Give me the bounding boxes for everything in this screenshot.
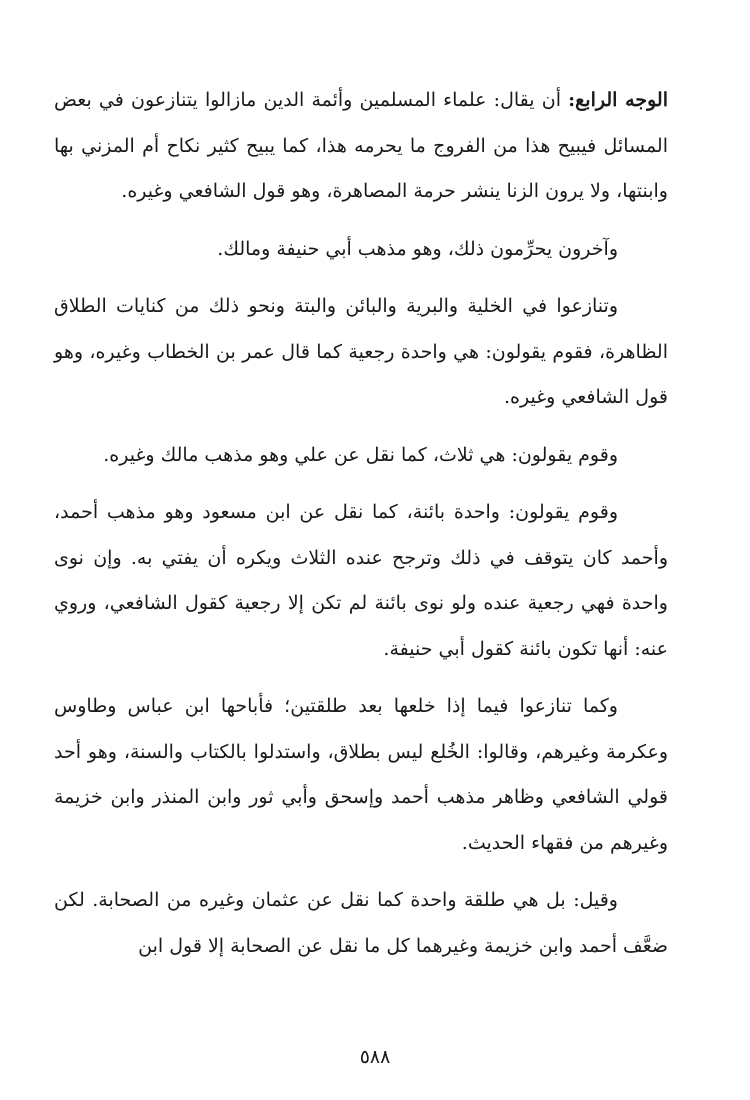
- paragraph-lead: الوجه الرابع:: [568, 89, 668, 111]
- paragraph-text: وقوم يقولون: هي ثلاث، كما نقل عن علي وهو مذهب مالك وغيره.: [103, 443, 618, 466]
- paragraph-text: وتنازعوا في الخلية والبرية والبائن والبتة ونحو ذلك من كنايات الطلاق الظاهرة، فقوم يقولون: هي واحدة رجعية كما قال عمر بن الخطاب وغيره، وهو قول الشافعي وغيره.: [54, 295, 668, 408]
- paragraph-3: [54, 284, 668, 421]
- paragraph-5: [54, 490, 668, 672]
- paragraph-text: وقوم يقولون: واحدة بائنة، كما نقل عن ابن مسعود وهو مذهب أحمد، وأحمد كان يتوقف في ذلك وترجح عنده الثلاث ويكره أن يفتي به. وإن نوى واحدة فهي رجعية عنده ولو نوى بائنة لم تكن إلا رجعية كقول الشافعي، وروي عنه: أنها تكون بائنة كقول أبي حنيفة.: [54, 501, 668, 660]
- page-number: ٥٨٨: [359, 1046, 391, 1068]
- body-text: [54, 78, 668, 969]
- paragraph-text: أن يقال: علماء المسلمين وأئمة الدين مازالوا يتنازعون في بعض المسائل فيبيح هذا من الفروج ما يحرمه هذا، كما يبيح كثير نكاح أم المزني بها وابنتها، ولا يرون الزنا ينشر حرمة المصاهرة، وهو قول الشافعي وغيره.: [54, 89, 668, 202]
- paragraph-1: [54, 78, 668, 215]
- paragraph-2: [54, 227, 668, 273]
- paragraph-text: وكما تنازعوا فيما إذا خلعها بعد طلقتين؛ فأباحها ابن عباس وطاوس وعكرمة وغيرهم، وقالوا: الخُلع ليس بطلاق، واستدلوا بالكتاب والسنة، وهو أحد قولي الشافعي وظاهر مذهب أحمد وإسحق وأبي ثور وابن المنذر وابن خزيمة وغيرهم من فقهاء الحديث.: [54, 695, 668, 854]
- paragraph-7: [54, 878, 668, 969]
- paragraph-text: وآخرون يحرِّمون ذلك، وهو مذهب أبي حنيفة ومالك.: [217, 237, 618, 260]
- paragraph-4: [54, 433, 668, 479]
- paragraph-6: [54, 684, 668, 866]
- paragraph-text: وقيل: بل هي طلقة واحدة كما نقل عن عثمان وغيره من الصحابة. لكن ضعَّف أحمد وابن خزيمة وغيرهما كل ما نقل عن الصحابة إلا قول ابن: [54, 889, 668, 957]
